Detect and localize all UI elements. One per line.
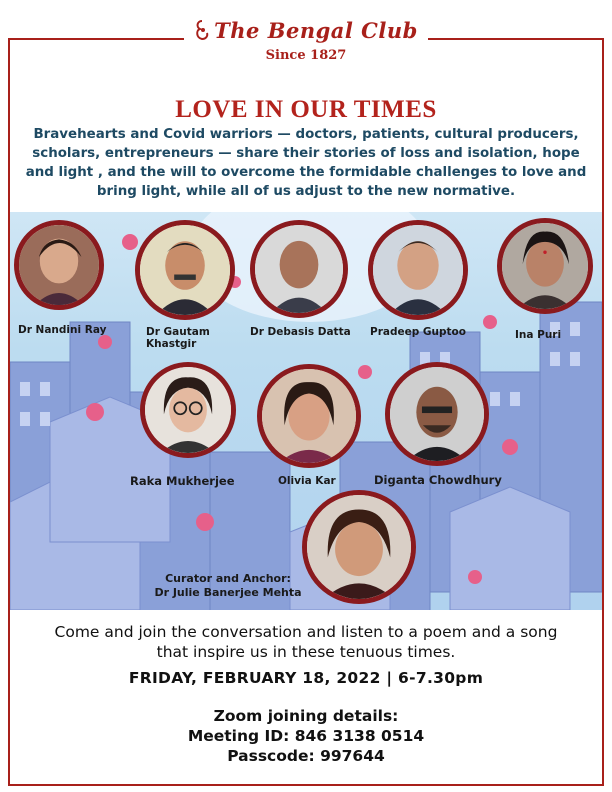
invitation-line-2: that inspire us in these tenuous times. [156,643,456,661]
club-title [184,18,428,43]
zoom-heading: Zoom joining details: [213,707,399,725]
speaker-portrait-debasis-datta [250,220,348,318]
speaker-portrait-ina-puri [497,218,593,314]
portrait-ina-puri-icon [502,223,588,309]
invitation-text [0,622,612,662]
club-logo-icon [194,19,210,41]
speaker-name-nandini-ray: Dr Nandini Ray [18,324,107,336]
portrait-olivia-kar-icon [262,369,356,463]
speaker-portrait-olivia-kar [257,364,361,468]
portrait-nandini-ray-icon [19,225,99,305]
curator-role: Curator and Anchor: [165,572,291,585]
speaker-name-pradeep-guptoo: Pradeep Guptoo [370,326,466,338]
curator-name: Dr Julie Banerjee Mehta [154,586,302,599]
zoom-details [0,706,612,766]
speaker-name-olivia-kar: Olivia Kar [278,475,336,487]
zoom-passcode: Passcode: 997644 [227,747,385,765]
speaker-portrait-raka-mukherjee [140,362,236,458]
speaker-name-diganta-chowdhury: Diganta Chowdhury [374,473,502,487]
club-header [0,18,612,43]
speaker-portrait-gautam-khastgir [135,220,235,320]
event-title: LOVE IN OUR TIMES [175,96,437,123]
portrait-diganta-chowdhury-icon [390,367,484,461]
portrait-debasis-datta-icon [255,225,343,313]
speaker-name-gautam-line1: Dr Gautam [146,326,210,338]
club-name: The Bengal Club [214,18,418,43]
speaker-name-gautam-khastgir [146,326,210,350]
event-date-time: FRIDAY, FEBRUARY 18, 2022 | 6-7.30pm [128,669,484,687]
speaker-name-debasis-datta: Dr Debasis Datta [250,326,351,338]
portrait-gautam-khastgir-icon [140,225,230,315]
speaker-name-raka-mukherjee: Raka Mukherjee [130,474,235,488]
curator-caption [128,572,328,600]
speaker-name-gautam-line2: Khastgir [146,338,197,350]
portrait-pradeep-guptoo-icon [373,225,463,315]
portrait-raka-mukherjee-icon [145,367,231,453]
club-since: Since 1827 [265,48,347,63]
event-description: Bravehearts and Covid warriors — doctors, patients, cultural producers, scholars, entrepreneurs — share their stories of loss and isolation, hope and light , and the will to overcome the formidable challenges to love and bring light, while all of us adjust to the new normative. [25,127,587,199]
speaker-name-ina-puri: Ina Puri [515,329,562,341]
speaker-portrait-nandini-ray [14,220,104,310]
speaker-portrait-pradeep-guptoo [368,220,468,320]
invitation-line-1: Come and join the conversation and listen to a poem and a song [54,623,558,641]
zoom-meeting-id: Meeting ID: 846 3138 0514 [187,727,425,745]
speaker-portrait-diganta-chowdhury [385,362,489,466]
illustration-panel [10,212,602,610]
